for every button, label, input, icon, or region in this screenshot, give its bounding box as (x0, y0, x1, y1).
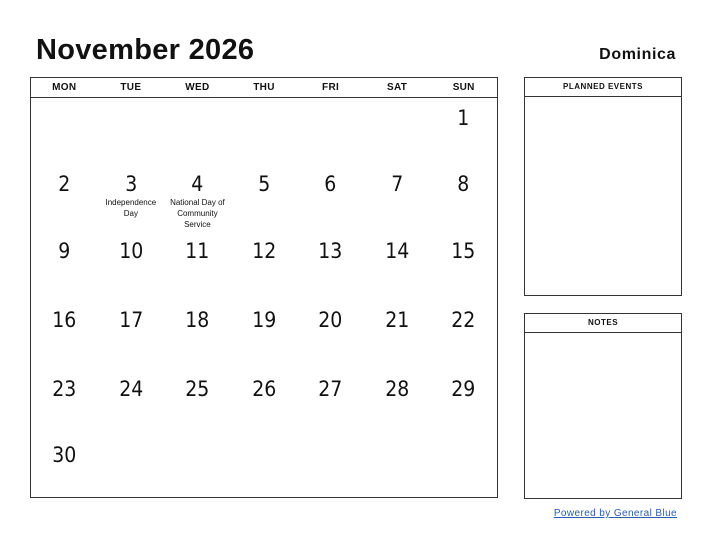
day-number (301, 98, 361, 107)
day-cell (364, 98, 431, 164)
day-cell (231, 435, 298, 488)
day-cell (98, 98, 165, 164)
day-cell (31, 435, 98, 488)
day-cell (164, 369, 231, 435)
day-number: 12 (251, 239, 277, 263)
day-cell (430, 98, 497, 164)
day-number (167, 435, 227, 444)
country-name: Dominica (599, 46, 676, 63)
day-cell (164, 164, 231, 231)
calendar-title: November 2026 (36, 34, 255, 66)
day-number: 23 (52, 377, 77, 401)
day-cell (364, 231, 431, 300)
day-cell (430, 164, 497, 231)
day-cell (297, 231, 364, 300)
day-cell (297, 164, 364, 231)
day-number: 17 (118, 308, 143, 332)
day-number (367, 98, 427, 107)
day-number: 7 (391, 172, 404, 196)
day-cell (297, 435, 364, 488)
day-cell (164, 300, 231, 369)
day-cell (31, 98, 98, 164)
holiday-label: Independence Day (105, 198, 157, 218)
day-number (167, 98, 227, 107)
day-number: 22 (451, 308, 476, 332)
day-cell (297, 98, 364, 164)
day-cell (364, 369, 431, 435)
weekday-wed: WED (185, 82, 210, 93)
weekday-mon: MON (52, 82, 77, 93)
day-cell (231, 231, 298, 300)
weekday-header-row (31, 78, 497, 98)
day-number (101, 435, 161, 444)
day-cell (430, 369, 497, 435)
planned-events-box (524, 77, 682, 296)
day-cell (164, 98, 231, 164)
day-cell (164, 231, 231, 300)
day-cell (231, 164, 298, 231)
day-number: 30 (52, 443, 77, 467)
weekday-sat: SAT (387, 82, 408, 93)
day-number: 13 (318, 239, 343, 263)
notes-box (524, 313, 682, 499)
day-cell (364, 435, 431, 488)
day-cell (231, 369, 298, 435)
calendar-grid (31, 98, 497, 488)
day-cell (297, 300, 364, 369)
day-cell (31, 369, 98, 435)
day-number: 5 (257, 172, 271, 196)
day-number: 20 (318, 308, 343, 332)
day-number (101, 98, 161, 107)
day-cell (231, 300, 298, 369)
day-cell (98, 369, 165, 435)
notes-heading: NOTES (525, 314, 681, 333)
day-cell (98, 435, 165, 488)
weekday-tue: TUE (120, 82, 142, 93)
day-cell (364, 300, 431, 369)
month-calendar (30, 77, 498, 498)
day-cell (31, 231, 98, 300)
weekday-sun: SUN (452, 82, 475, 93)
day-number (234, 435, 294, 444)
day-number: 8 (457, 172, 470, 196)
day-number (34, 98, 94, 107)
day-cell (430, 231, 497, 300)
day-number: 2 (58, 172, 71, 196)
day-number (234, 98, 294, 107)
day-number: 21 (385, 308, 410, 332)
day-number: 16 (52, 308, 77, 332)
day-number: 3 (124, 172, 137, 196)
day-cell (164, 435, 231, 488)
day-number: 26 (251, 377, 277, 401)
weekday-fri: FRI (322, 82, 340, 93)
day-cell (430, 300, 497, 369)
day-number: 14 (385, 239, 410, 263)
day-number: 11 (185, 239, 210, 263)
day-cell (98, 300, 165, 369)
day-number (301, 435, 361, 444)
day-number: 6 (324, 172, 337, 196)
weekday-thu: THU (253, 82, 275, 93)
day-number: 18 (185, 308, 210, 332)
day-cell (98, 164, 165, 231)
day-cell (430, 435, 497, 488)
holiday-label: National Day of Community Service (170, 198, 225, 229)
day-number: 29 (451, 377, 476, 401)
day-number: 25 (185, 377, 210, 401)
day-cell (297, 369, 364, 435)
day-number: 10 (118, 239, 143, 263)
day-cell (231, 98, 298, 164)
day-number (434, 435, 494, 444)
day-cell (31, 300, 98, 369)
day-number: 4 (191, 172, 204, 196)
day-number: 1 (457, 106, 470, 130)
day-number: 19 (251, 308, 277, 332)
day-number: 15 (451, 239, 476, 263)
day-number: 9 (58, 239, 71, 263)
day-cell (31, 164, 98, 231)
day-number: 28 (385, 377, 410, 401)
day-number (367, 435, 427, 444)
day-number: 24 (118, 377, 143, 401)
planned-events-heading: PLANNED EVENTS (525, 78, 681, 97)
day-cell (364, 164, 431, 231)
day-number: 27 (318, 377, 343, 401)
powered-by-link[interactable]: Powered by General Blue (553, 508, 677, 519)
day-cell (98, 231, 165, 300)
